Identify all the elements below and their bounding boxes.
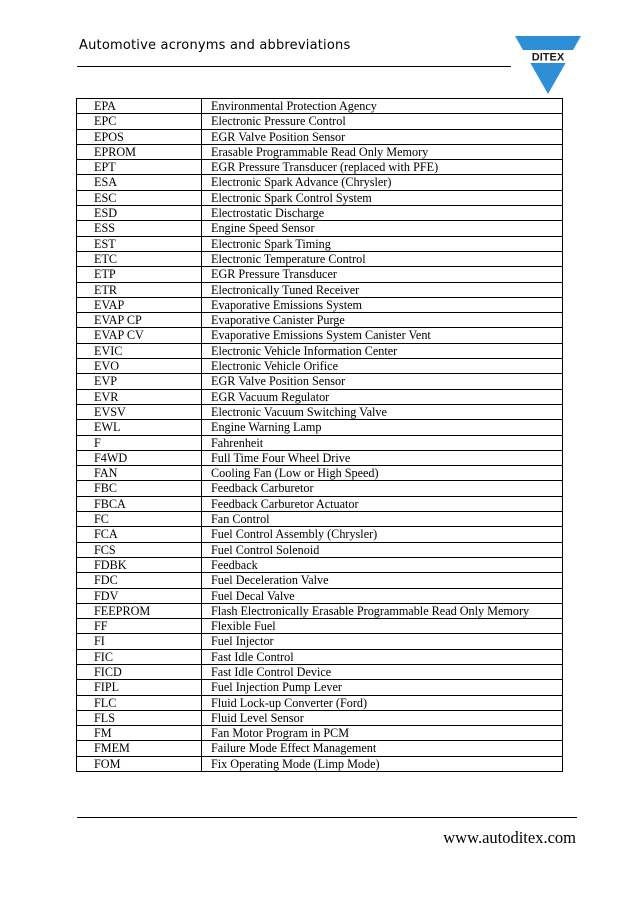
table-row — [77, 313, 563, 328]
header-divider — [77, 66, 511, 67]
meaning-cell: EGR Pressure Transducer — [202, 267, 563, 282]
meaning-cell: Engine Speed Sensor — [202, 221, 563, 236]
acronym-cell: EPC — [77, 114, 202, 129]
table-row — [77, 680, 563, 695]
table-row — [77, 114, 563, 129]
meaning-cell: Environmental Protection Agency — [202, 99, 563, 114]
meaning-cell: Electronic Spark Timing — [202, 236, 563, 251]
meaning-cell: Fuel Injector — [202, 634, 563, 649]
acronym-cell: FDBK — [77, 557, 202, 572]
acronym-cell: FCA — [77, 527, 202, 542]
meaning-cell: Flexible Fuel — [202, 619, 563, 634]
table-row — [77, 496, 563, 511]
meaning-cell: Feedback Carburetor Actuator — [202, 496, 563, 511]
acronym-cell: EPOS — [77, 129, 202, 144]
meaning-cell: Evaporative Emissions System Canister Vent — [202, 328, 563, 343]
acronym-cell: FLS — [77, 710, 202, 725]
meaning-cell: Feedback — [202, 557, 563, 572]
meaning-cell: Electronic Spark Advance (Chrysler) — [202, 175, 563, 190]
meaning-cell: Electrostatic Discharge — [202, 206, 563, 221]
meaning-cell: Fluid Lock-up Converter (Ford) — [202, 695, 563, 710]
acronym-cell: EVSV — [77, 404, 202, 419]
table-row — [77, 542, 563, 557]
table-row — [77, 99, 563, 114]
table-row — [77, 649, 563, 664]
acronym-table — [76, 98, 563, 772]
acronym-cell: FI — [77, 634, 202, 649]
acronym-cell: EVAP — [77, 297, 202, 312]
acronym-cell: FC — [77, 512, 202, 527]
meaning-cell: Fuel Injection Pump Lever — [202, 680, 563, 695]
table-row — [77, 466, 563, 481]
acronym-cell: ESC — [77, 190, 202, 205]
table-row — [77, 481, 563, 496]
table-row — [77, 634, 563, 649]
table-row — [77, 267, 563, 282]
acronym-cell: ETR — [77, 282, 202, 297]
ditex-triangle-logo — [515, 36, 581, 98]
table-row — [77, 359, 563, 374]
table-row — [77, 420, 563, 435]
meaning-cell: Fast Idle Control Device — [202, 664, 563, 679]
acronym-cell: FBCA — [77, 496, 202, 511]
meaning-cell: Electronic Spark Control System — [202, 190, 563, 205]
acronym-cell: FEEPROM — [77, 603, 202, 618]
meaning-cell: Electronic Pressure Control — [202, 114, 563, 129]
acronym-cell: EPROM — [77, 144, 202, 159]
table-row — [77, 144, 563, 159]
table-row — [77, 389, 563, 404]
meaning-cell: Evaporative Canister Purge — [202, 313, 563, 328]
table-row — [77, 160, 563, 175]
table-row — [77, 710, 563, 725]
acronym-cell: EWL — [77, 420, 202, 435]
meaning-cell: Evaporative Emissions System — [202, 297, 563, 312]
acronym-cell: FIPL — [77, 680, 202, 695]
table-row — [77, 557, 563, 572]
acronym-cell: FDC — [77, 573, 202, 588]
document-title: Automotive acronyms and abbreviations — [79, 38, 351, 53]
acronym-cell: FAN — [77, 466, 202, 481]
table-row — [77, 588, 563, 603]
acronym-cell: FOM — [77, 756, 202, 771]
table-row — [77, 450, 563, 465]
acronym-cell: FBC — [77, 481, 202, 496]
table-row — [77, 297, 563, 312]
acronym-cell: FCS — [77, 542, 202, 557]
acronym-cell: F — [77, 435, 202, 450]
meaning-cell: Engine Warning Lamp — [202, 420, 563, 435]
meaning-cell: Fast Idle Control — [202, 649, 563, 664]
acronym-cell: FIC — [77, 649, 202, 664]
table-row — [77, 175, 563, 190]
meaning-cell: EGR Pressure Transducer (replaced with PFE) — [202, 160, 563, 175]
table-row — [77, 129, 563, 144]
acronym-cell: F4WD — [77, 450, 202, 465]
meaning-cell: Erasable Programmable Read Only Memory — [202, 144, 563, 159]
acronym-cell: FM — [77, 726, 202, 741]
footer-divider — [77, 817, 577, 818]
meaning-cell: Fuel Control Solenoid — [202, 542, 563, 557]
acronym-cell: EPA — [77, 99, 202, 114]
acronym-cell: EVAP CP — [77, 313, 202, 328]
acronym-cell: ESA — [77, 175, 202, 190]
table-row — [77, 512, 563, 527]
meaning-cell: Fan Control — [202, 512, 563, 527]
table-row — [77, 221, 563, 236]
acronym-cell: EVAP CV — [77, 328, 202, 343]
acronym-cell: EVO — [77, 359, 202, 374]
acronym-cell: FDV — [77, 588, 202, 603]
acronym-cell: EST — [77, 236, 202, 251]
table-row — [77, 374, 563, 389]
meaning-cell: Fix Operating Mode (Limp Mode) — [202, 756, 563, 771]
table-row — [77, 619, 563, 634]
meaning-cell: Electronic Vacuum Switching Valve — [202, 404, 563, 419]
acronym-cell: FICD — [77, 664, 202, 679]
table-row — [77, 435, 563, 450]
meaning-cell: Fuel Decal Valve — [202, 588, 563, 603]
meaning-cell: Electronic Vehicle Information Center — [202, 343, 563, 358]
meaning-cell: Fahrenheit — [202, 435, 563, 450]
meaning-cell: EGR Valve Position Sensor — [202, 129, 563, 144]
meaning-cell: EGR Vacuum Regulator — [202, 389, 563, 404]
table-row — [77, 328, 563, 343]
meaning-cell: Fuel Control Assembly (Chrysler) — [202, 527, 563, 542]
acronym-cell: FF — [77, 619, 202, 634]
logo-text: DITEX — [531, 51, 565, 64]
acronym-cell: EVP — [77, 374, 202, 389]
acronym-cell: ETP — [77, 267, 202, 282]
acronym-cell: ETC — [77, 251, 202, 266]
table-row — [77, 251, 563, 266]
acronym-cell: FMEM — [77, 741, 202, 756]
meaning-cell: Electronically Tuned Receiver — [202, 282, 563, 297]
meaning-cell: Electronic Temperature Control — [202, 251, 563, 266]
table-row — [77, 343, 563, 358]
table-row — [77, 726, 563, 741]
meaning-cell: Cooling Fan (Low or High Speed) — [202, 466, 563, 481]
meaning-cell: Electronic Vehicle Orifice — [202, 359, 563, 374]
acronym-cell: ESD — [77, 206, 202, 221]
table-row — [77, 573, 563, 588]
table-row — [77, 236, 563, 251]
acronym-cell: EVR — [77, 389, 202, 404]
table-row — [77, 527, 563, 542]
meaning-cell: Flash Electronically Erasable Programmable Read Only Memory — [202, 603, 563, 618]
table-row — [77, 756, 563, 771]
acronym-cell: ESS — [77, 221, 202, 236]
table-row — [77, 695, 563, 710]
meaning-cell: Full Time Four Wheel Drive — [202, 450, 563, 465]
table-row — [77, 206, 563, 221]
meaning-cell: Fuel Deceleration Valve — [202, 573, 563, 588]
table-row — [77, 282, 563, 297]
meaning-cell: Fan Motor Program in PCM — [202, 726, 563, 741]
meaning-cell: Fluid Level Sensor — [202, 710, 563, 725]
footer-website-link[interactable]: www.autoditex.com — [443, 828, 576, 847]
meaning-cell: EGR Valve Position Sensor — [202, 374, 563, 389]
acronym-cell: EVIC — [77, 343, 202, 358]
acronym-cell: EPT — [77, 160, 202, 175]
table-row — [77, 664, 563, 679]
meaning-cell: Feedback Carburetor — [202, 481, 563, 496]
table-row — [77, 404, 563, 419]
table-row — [77, 190, 563, 205]
acronym-cell: FLC — [77, 695, 202, 710]
table-row — [77, 603, 563, 618]
table-row — [77, 741, 563, 756]
meaning-cell: Failure Mode Effect Management — [202, 741, 563, 756]
